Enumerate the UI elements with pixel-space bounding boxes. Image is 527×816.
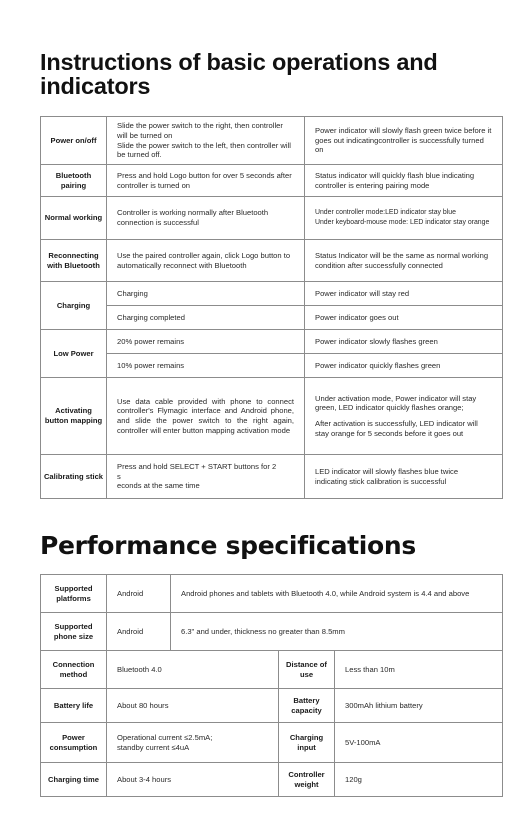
operation-cell: Use data cable provided with phone to connect controller's Flymagic interface and Android phone, and slide the power switch to the right again, controller will enter button mapping activation mode [107, 378, 305, 455]
operation-cell: Charging [107, 282, 305, 306]
spec-value: About 3-4 hours [107, 763, 279, 797]
indicator-cell: Power indicator will slowly flash green twice before it goes out indicatingcontroller is successfully turned on [305, 117, 503, 165]
operation-cell: 20% power remains [107, 330, 305, 354]
operation-cell: Controller is working normally after Bluetooth connection is successful [107, 197, 305, 240]
spec-label: Battery capacity [279, 689, 335, 723]
spec-value: Bluetooth 4.0 [107, 651, 279, 689]
indicator-cell [305, 378, 503, 455]
indicator-cell [305, 197, 503, 240]
table-row [41, 613, 503, 651]
table-row [41, 378, 503, 455]
specs-title: Performance specifications [40, 531, 417, 560]
operation-cell [107, 117, 305, 165]
spec-label: Supported phone size [41, 613, 107, 651]
spec-value: About 80 hours [107, 689, 279, 723]
row-label-charging: Charging [41, 282, 107, 330]
spec-label: Connection method [41, 651, 107, 689]
spec-value-line: Operational current ≤2.5mA; [117, 732, 213, 742]
table-row [41, 651, 503, 689]
spec-label: Charging input [279, 723, 335, 763]
table-row [41, 455, 503, 499]
operation-cell [107, 455, 305, 499]
table-row [41, 240, 503, 282]
instructions-table [40, 116, 503, 499]
indicator-cell: Status indicator will quickly flash blue indicating controller is entering pairing mode [305, 165, 503, 197]
row-label-power: Power on/off [41, 117, 107, 165]
row-label-bluetooth-pairing: Bluetooth pairing [41, 165, 107, 197]
operation-cell: Press and hold Logo button for over 5 seconds after controller is turned on [107, 165, 305, 197]
spec-value: Android [107, 613, 171, 651]
operation-cell: Use the paired controller again, click Logo button to automatically reconnect with Bluetooth [107, 240, 305, 282]
spec-label: Battery life [41, 689, 107, 723]
operation-cell: Charging completed [107, 306, 305, 330]
spec-label: Distance of use [279, 651, 335, 689]
indicator-cell: Power indicator slowly flashes green [305, 330, 503, 354]
row-label-normal-working: Normal working [41, 197, 107, 240]
spec-detail: 6.3" and under, thickness no greater than 8.5mm [171, 613, 503, 651]
table-row [41, 575, 503, 613]
indicator-text: Under controller mode:LED indicator stay blue [315, 209, 456, 217]
table-row [41, 763, 503, 797]
table-row [41, 282, 503, 306]
table-row [41, 689, 503, 723]
specs-table [40, 574, 503, 797]
row-label-calibrating-stick: Calibrating stick [41, 455, 107, 499]
spec-label: Charging time [41, 763, 107, 797]
indicator-text: Under keyboard-mouse mode: LED indicator stay orange [315, 219, 490, 226]
operation-cell: 10% power remains [107, 354, 305, 378]
operation-text: Slide the power switch to the left, then controller will be turned off. [117, 140, 291, 160]
operation-text: econds at the same time [117, 481, 200, 491]
indicator-cell: Status Indicator will be the same as normal working condition after successfully connected [305, 240, 503, 282]
table-row [41, 354, 503, 378]
spec-value: 300mAh lithium battery [335, 689, 503, 723]
spec-value: Android [107, 575, 171, 613]
spec-label: Supported platforms [41, 575, 107, 613]
spec-value: Less than 10m [335, 651, 503, 689]
spec-value [107, 723, 279, 763]
table-row [41, 165, 503, 197]
spec-detail: Android phones and tablets with Bluetooth 4.0, while Android system is 4.4 and above [171, 575, 503, 613]
spec-value: 5V-100mA [335, 723, 503, 763]
operation-text: Press and hold SELECT + START buttons for 2 [117, 462, 277, 472]
operation-text: Slide the power switch to the right, then controller will be turned on [117, 121, 283, 140]
operation-text: s [117, 471, 121, 481]
indicator-cell: LED indicator will slowly flashes blue twice indicating stick calibration is successful [305, 455, 503, 499]
table-row [41, 117, 503, 165]
table-row [41, 306, 503, 330]
indicator-text: After activation is successfully, LED indicator will stay orange for 5 seconds before it goes out [315, 419, 478, 438]
row-label-low-power: Low Power [41, 330, 107, 378]
indicator-cell: Power indicator goes out [305, 306, 503, 330]
instructions-title: Instructions of basic operations and indicators [40, 49, 438, 99]
indicator-cell: Power indicator quickly flashes green [305, 354, 503, 378]
spec-value-line: standby current ≤4uA [117, 742, 190, 752]
row-label-reconnecting: Reconnecting with Bluetooth [41, 240, 107, 282]
spec-label: Power consumption [41, 723, 107, 763]
table-row [41, 330, 503, 354]
indicator-text: Under activation mode, Power indicator will stay green, LED indicator quickly flashes orange; [315, 393, 477, 413]
indicator-cell: Power indicator will stay red [305, 282, 503, 306]
spec-value: 120g [335, 763, 503, 797]
table-row [41, 723, 503, 763]
spec-label: Controller weight [279, 763, 335, 797]
row-label-button-mapping: Activating button mapping [41, 378, 107, 455]
table-row [41, 197, 503, 240]
